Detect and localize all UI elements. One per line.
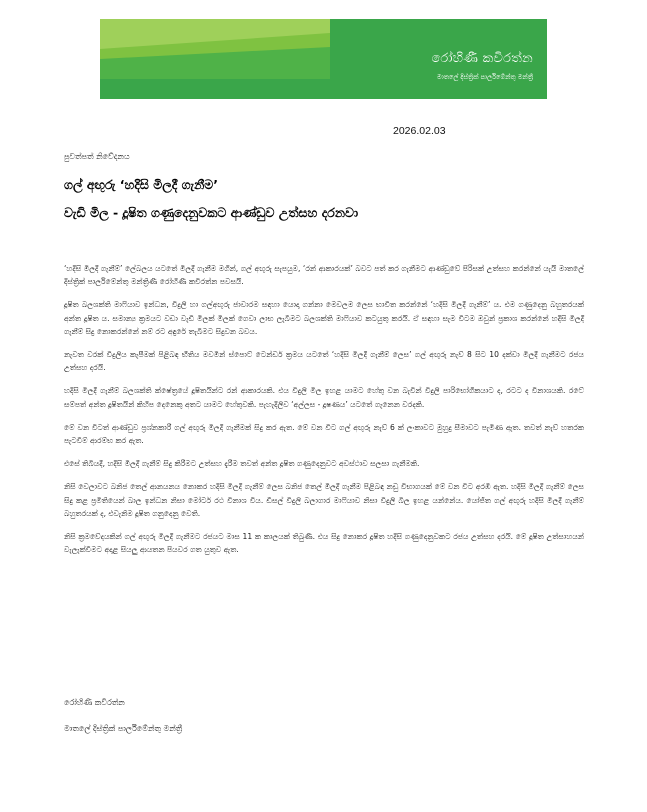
document-body: [64, 262, 584, 566]
headline-1: ගල් අඟුරු ‘හදිසි මිලදී ගැනීම’: [64, 177, 218, 192]
document-date: 2026.02.03: [393, 125, 446, 137]
paragraph: හදිසි මිලදී ගැනීම් බලශක්ති ක්ෂේත්‍රයේ දූෂිතයින්ට රන් ආකාරයකි. එය විදුලි මිල ඉහළ යාමට හේතු වන බැවින් විදුලි පාරිභෝගිකයාට ද, රටට ද විනාශයකි. රටේ සම්පත් අන්ත දූෂිතයින් කිහිප දෙනෙකු අතට යාමට හේතුවකි. පැහැදිලිව ‘අල්ලස - දූෂණය’ යටතේ ගැනෙන වරදකි.: [64, 386, 584, 409]
paragraph: නැවත වරක් විදුලිය කැපීමක් පිළිබඳ භීතිය මවමින් ස්පොට් ටෙන්ඩර් ක්‍රමය යටතේ ‘හදිසි මිලදී ගැනීම් ලෙස’ ගල් අඟුරු නැව් 8 සිට 10 දක්වා මිලදී ගැනීමට රජය උත්සහ දරයි.: [64, 350, 584, 373]
signature-role: මාතලේ දිස්ත්‍රික් පාර්ලිමේන්තු මන්ත්‍රී: [64, 724, 183, 733]
paragraph: එසේ තිබියදී, හදිසි මිලදී ගැනීම් සිදු කිරීමට උත්සහ දැරීම තවත් අන්ත දූෂිත ගණුදෙනුවට අවස්ථාව සලසා ගැනීමකි.: [64, 459, 420, 469]
paragraph: නිසි ක්‍රමවේදයකින් ගල් අඟුරු මිලදී ගැනීමට රජයට මාස 11 ක කාලයක් තිබුණි. එය සිදු නොකර දූෂිත හදිසි ගණුදෙනුවකට රජය උත්සහ දරයි. මේ දූෂිත උත්සාහයන් වැලැක්වීමට අදාළ සියලු ආයතන පියවර ගත යුතුව ඇත.: [64, 532, 584, 555]
headline-2: වැඩි මිල - දූෂිත ගණුදෙනුවකට ආණ්ඩුව උත්සහ දරනවා: [64, 205, 359, 220]
signature-name: රෝහිණී කවිරත්න: [64, 698, 125, 707]
paragraph: නිසි වෙලාවට බනිජ තෙල් ආනයනය නොකර හදිසි මිලදී ගැනීම් ලෙස බනිජ තෙල් මිලදී ගැනීම පිළිබඳ නඩු විභාගයක් මේ වන විට අරඹී ඇත. හදිසි මිලදී ගැනීම් ලෙස සිදු කළ ප්‍රමිතියෙන් බාල ඉන්ධන නිසා මෝටර් රථ විනාශ විය. ඩීසල් විදුලි බලාගාර මාෆියාව නිසා විදුලි බිල ඉහළ යන්නේය. යෝජිත ගල් අඟුරු හදිසි මිලදී ගැනීම් බහුතරයක් ද, එවැනිම දූෂිත ගනුදෙනු වෙති.: [64, 482, 584, 518]
header-role: මාතලේ දිස්ත්‍රික් පාර්ලිමේන්තු මන්ත්‍රී: [436, 73, 533, 81]
header-name: රෝහිණී කවිරත්න: [431, 51, 533, 66]
paragraph: දූෂිත බලශක්ති මාෆියාව ඉන්ධන, විදුලි හා ගල්අඟුරු ජාවාරම සඳහා යොදා ගන්නා මෙවලම ලෙස භාවිත කරන්නේ ‘හදිසි මිලදී ගැනීම්’ ය. එම ගණුදෙනු බහුතරයක් අන්ත දූෂිත ය. සමාන්‍ය ක්‍රමයට වඩා වැඩි මිලක් මිලක් ගෙවා ලාභ ලැබීමට බලශක්ති මාෆියාව කටයුතු කරයි. ඒ සඳහා සැම විටම ඔවුන් ප්‍රකාශ කරන්නේ හදිසි මිලදී ගැනීම් සිදු නොකරන්නේ නම් රට අඳුරේ තැබීමට සිදුවන බවය.: [64, 300, 584, 336]
paragraph: මේ වන විටත් ආණ්ඩුව ප්‍රශ්නකාරී ගල් අඟුරු මිලදී ගැනීමක් සිදු කර ඇත. මේ වන විට ගල් අඟුරු නැව් 6 ක් ලංකාවට මුහුදු සීමාවට පැමිණ ඇත. තවත් නැව් හතරක පැටවීම් ආරම්භ කර ඇත.: [64, 422, 584, 446]
header-banner: [100, 19, 547, 99]
document-label: පුවත්පත් නිවේදනය: [64, 152, 130, 161]
paragraph: ‘හදිසි මිලදී ගැනීම්’ ලේබලය යටතේ මිලදී ගැනීම මගින්, ගල් අඟුරු සැපයුම, ‘රන් ආකාරයක්’ බවට පත් කර ගැනීමට ආණ්ඩුවේ පිරිසක් උත්සහ කරන්නේ යැයි මාතලේ දිස්ත්‍රික් පාර්ලිමේන්තු මන්ත්‍රිණී රෝහිණී කවිරත්න පවසයි.: [64, 264, 584, 287]
